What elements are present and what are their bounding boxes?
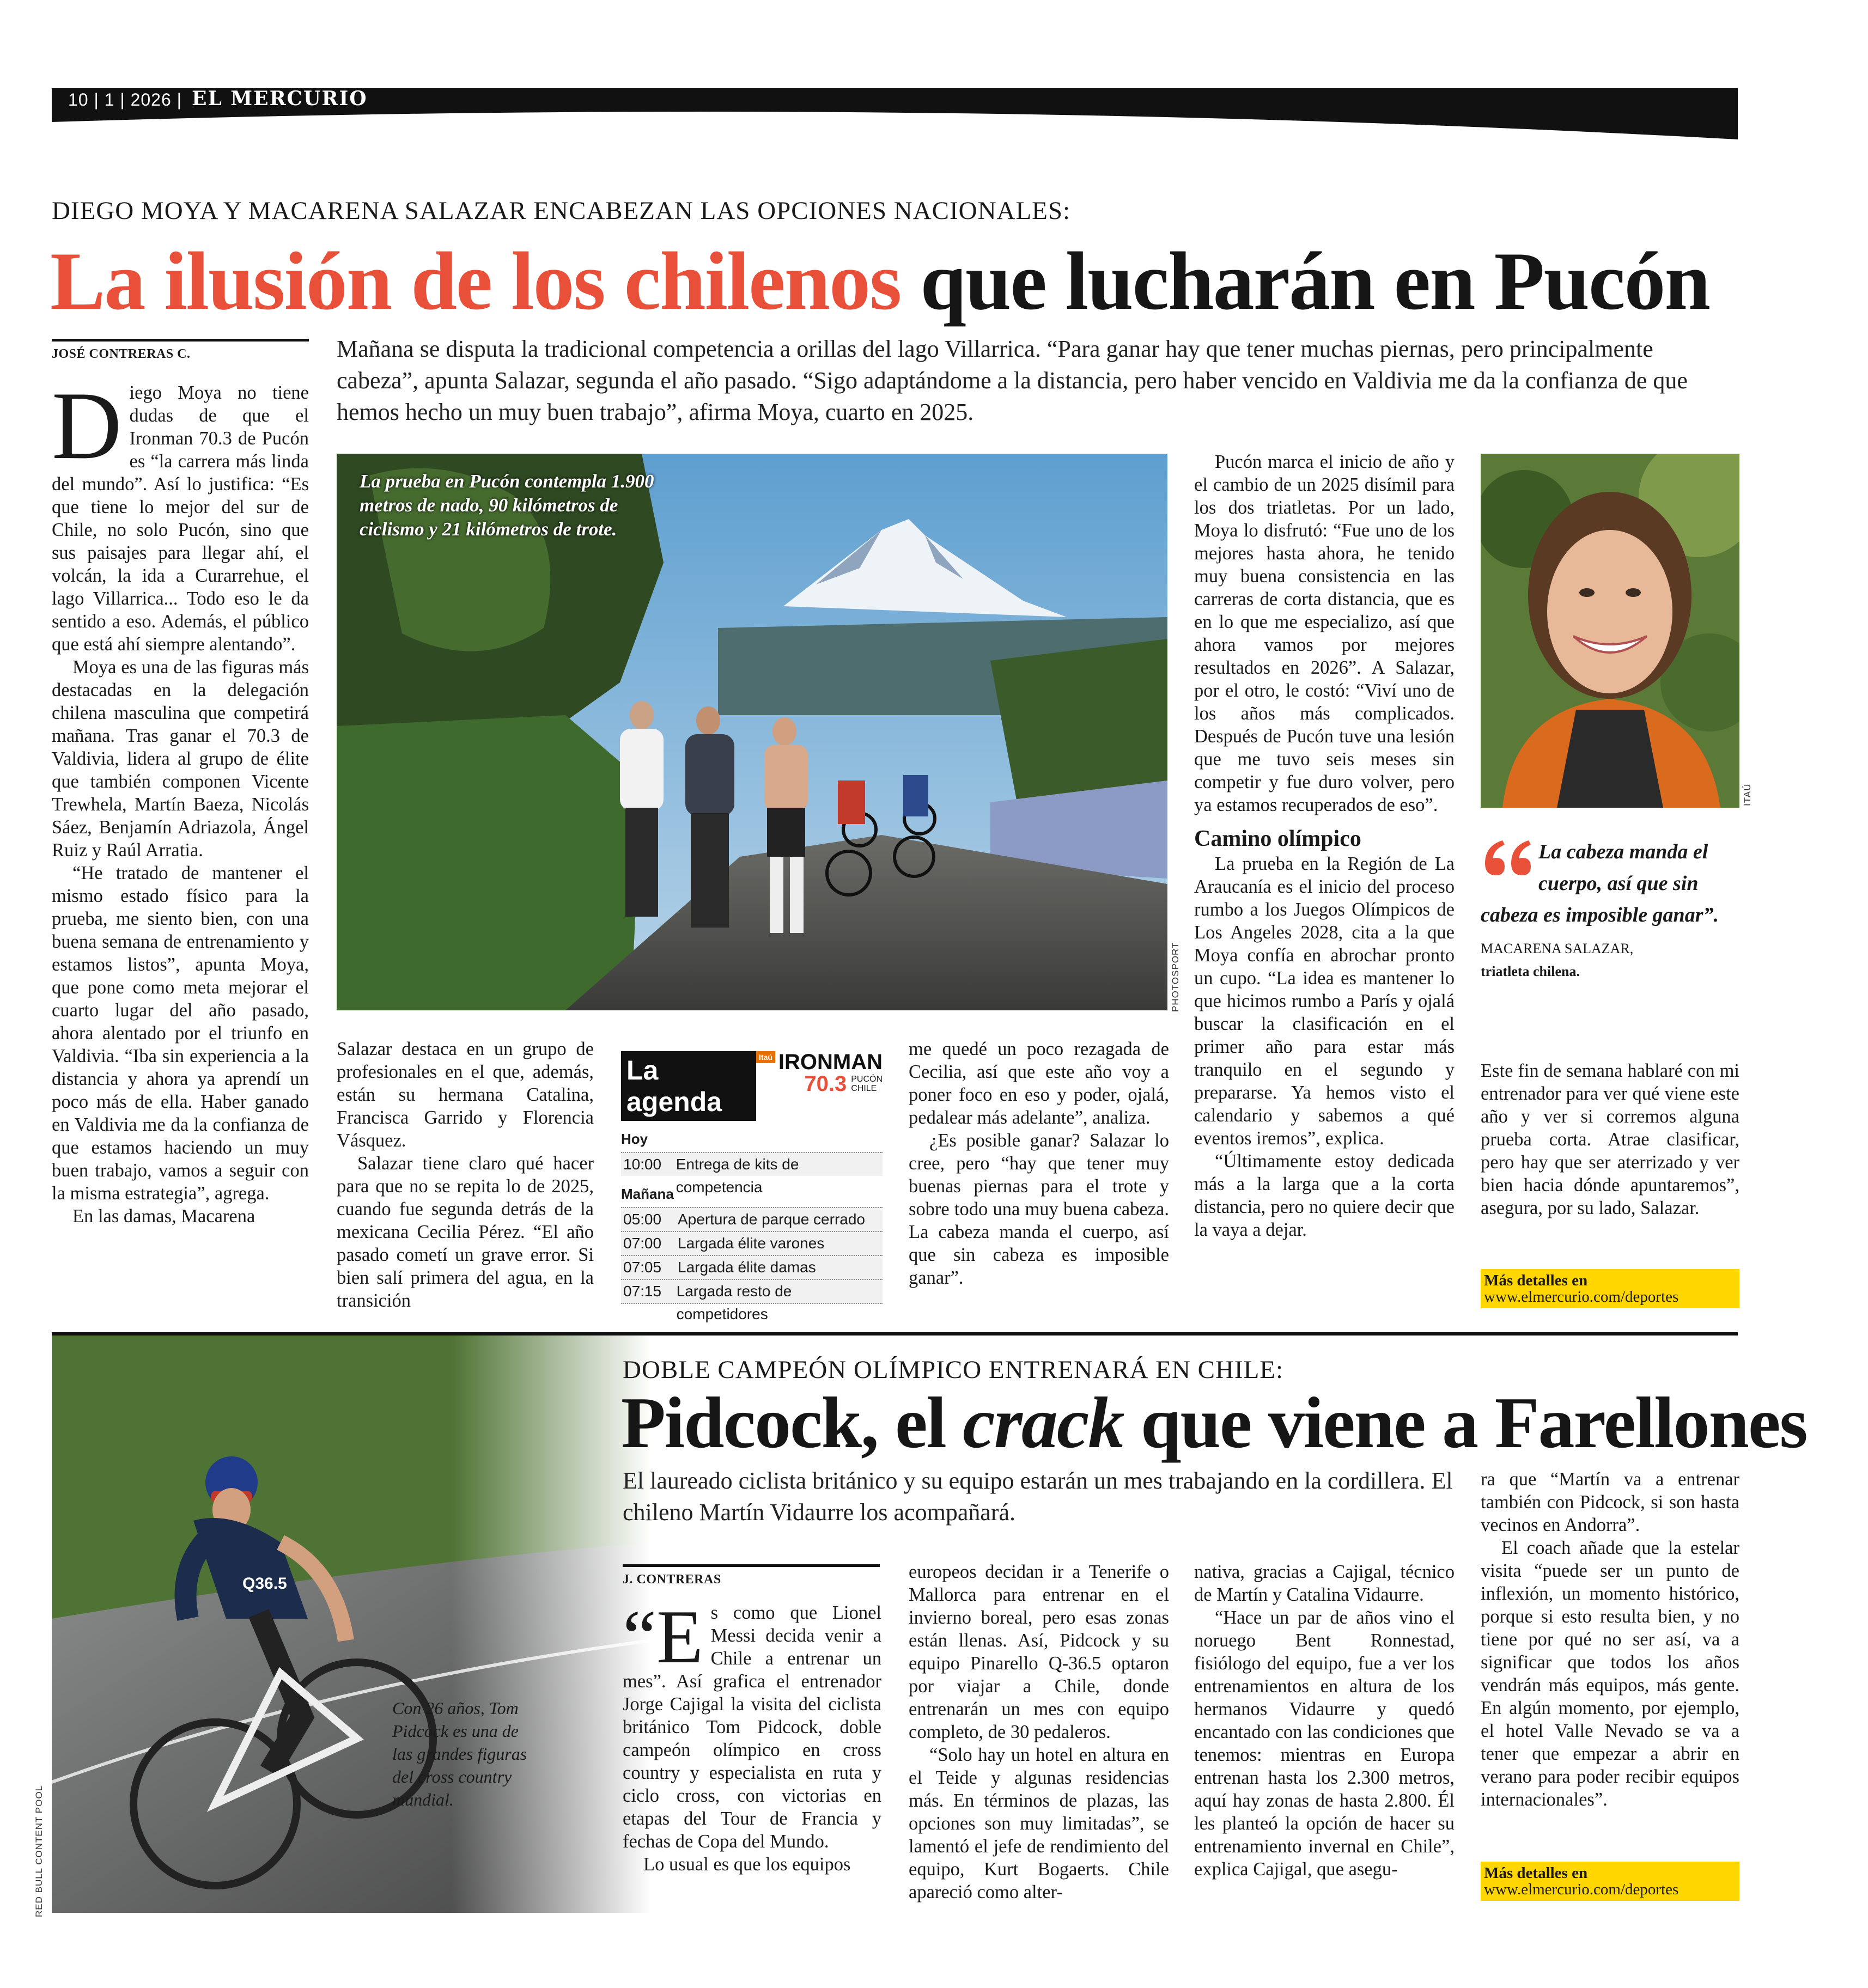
article1-column-3	[909, 1038, 1169, 1289]
dropcap: “E	[623, 1595, 703, 1679]
paragraph: europeos decidan ir a Tenerife o Mallorca para entrenar en el invierno boreal, pero esas zonas están llenas. Así, Pidcock y su equipo Pinarello Q-36.5 optaron por viajar a Chile, donde entrenarán un mes con equipo completo, de 30 pedaleros.	[909, 1562, 1169, 1742]
agenda-event: Largada élite damas	[678, 1259, 816, 1276]
paragraph: “Solo hay un hotel en altura en el Teide y algunas residencias más. En términos de plazas, las opciones son muy limitadas”, se lamentó el jefe de rendimiento del equipo, Kurt Bogaerts. Chile apareció como alter-	[909, 1745, 1169, 1902]
subhead: Camino olímpico	[1194, 826, 1361, 851]
quote-text: La cabeza manda el cuerpo, así que sin cabeza es imposible ganar”.	[1481, 840, 1719, 926]
paragraph: “He tratado de mantener el mismo estado físico para la prueba, me siento bien, con una buena semana de entrenamiento y estamos listos”, apunta Moya, que pone como meta mejorar el cuarto lugar del año pasado, ahora alentado por el triunfo en Valdivia. “Iba sin experiencia a la distancia y ahora ya aprendí un poco más de ella. Haber ganado en Valdivia me da la confianza de que estamos haciendo un muy buen trabajo, vamos a seguir con la misma estrategia”, agrega.	[52, 863, 309, 1204]
paragraph: ¿Es posible ganar? Salazar lo cree, pero “hay que tener muy buenas piernas para el trote y sobre todo una muy buena cabeza. La cabeza manda el cuerpo, así que sin cabeza es imposible ganar”.	[909, 1130, 1169, 1288]
paragraph: Moya es una de las figuras más destacadas en la delegación chilena masculina que competirá mañana. Tras ganar el 70.3 de Valdivia, lidera al grupo de élite que también componen Vicente Trewhela, Martín Baeza, Nicolás Sáez, Benjamín Adriazola, Ángel Ruiz y Raúl Arratia.	[52, 657, 309, 861]
article2-column-2	[909, 1560, 1169, 1904]
more-details-link[interactable]: www.elmercurio.com/deportes	[1484, 1288, 1679, 1306]
agenda-event: Largada resto de competidores	[676, 1283, 792, 1322]
portrait-credit: ITAÚ	[1742, 783, 1753, 806]
article1-column-2	[337, 1038, 594, 1312]
paragraph: “Últimamente estoy dedicada más a la larga que a la corta distancia, pero no quiere decir que la vaya a dejar.	[1194, 1151, 1455, 1240]
agenda-tomorrow-label: Mañana	[621, 1186, 674, 1202]
paragraph: nativa, gracias a Cajigal, técnico de Martín y Catalina Vidaurre.	[1194, 1562, 1455, 1605]
paragraph: El coach añade que la estelar visita “puede ser un punto de inflexión, un momento histórico, porque si esto resulta bien, y no tiene por qué no ser así, va a significar que todos los años vendrán más equipos, más gente. En algún momento, por ejemplo, el hotel Valle Nevado se va a tener que empezar a abrir en verano para poder recibir equipos internacionales”.	[1481, 1538, 1739, 1810]
paragraph: En las damas, Macarena	[72, 1206, 255, 1227]
agenda-time: 05:00	[623, 1211, 662, 1228]
paragraph: ra que “Martín va a entrenar también con Pidcock, si son hasta vecinos en Andorra”.	[1481, 1469, 1739, 1535]
paragraph: Salazar destaca en un grupo de profesionales en el que, además, están su hermana Catalina, Francisca Garrido y Florencia Vásquez.	[337, 1039, 594, 1151]
newspaper-name: EL MERCURIO	[192, 87, 368, 110]
article1-column-5	[1481, 1059, 1739, 1219]
headline-black-part: que lucharán en Pucón	[920, 235, 1709, 327]
headline-italic-part: crack	[963, 1382, 1124, 1463]
agenda-time: 07:05	[623, 1259, 662, 1276]
headline-part: Pidcock, el	[621, 1382, 963, 1463]
article2-column-3	[1194, 1560, 1455, 1881]
agenda-row	[621, 1255, 883, 1279]
article1-column-1	[52, 371, 309, 1228]
article1-deck: Mañana se disputa la tradicional competencia a orillas del lago Villarrica. “Para ganar hay que tener muchas piernas, pero principalmente cabeza”, apunta Salazar, segunda el año pasado. “Sigo adaptándome a la distancia, pero haber vencido en Valdivia me da la confianza de que hemos hecho un muy buen trabajo”, afirma Moya, cuarto en 2025.	[337, 336, 1688, 425]
pull-quote	[1481, 836, 1739, 980]
ironman-wordmark: IRONMAN	[778, 1050, 883, 1074]
quote-mark-icon	[1481, 836, 1533, 880]
paragraph: “Hace un par de años vino el noruego Bent Ronnestad, fisiólogo del equipo, fue a ver los entrenamientos en altura de los hermanos Vidaurre y quedó encantado con las condiciones que tenemos: mientras en Europa entrenan hasta los 2.300 metros, aquí hay zonas de hasta 2.800. Él les planteó la opción de hacer su entrenamiento invernal en Chile”, explica Cajigal, que asegu-	[1194, 1607, 1455, 1880]
agenda-event: Entrega de kits de competencia	[676, 1156, 799, 1196]
paragraph: Salazar tiene claro qué hacer para que no se repita lo de 2025, cuando fue segunda detrás de la mexicana Cecilia Pérez. “El año pasado cometí un grave error. Si bien salí primera del agua, en la transición	[337, 1153, 594, 1311]
agenda-row	[621, 1279, 883, 1322]
agenda-title: La agenda	[621, 1051, 756, 1121]
article2-deck: El laureado ciclista británico y su equipo estarán un mes trabajando en la cordillera. El chileno Martín Vidaurre los acompañará.	[623, 1467, 1453, 1526]
article1-headline	[50, 235, 1709, 327]
article1-kicker: DIEGO MOYA Y MACARENA SALAZAR ENCABEZAN LAS OPCIONES NACIONALES:	[52, 197, 1071, 225]
article1-byline: JOSÉ CONTRERAS C.	[52, 339, 309, 362]
photo-caption: La prueba en Pucón contempla 1.900 metros de nado, 90 kilómetros de ciclismo y 21 kilómetros de trote.	[360, 471, 654, 540]
cyclist-photo-credit: RED BULL CONTENT POOL	[34, 1785, 44, 1917]
agenda-event: Apertura de parque cerrado	[678, 1211, 865, 1228]
agenda-event: Largada élite varones	[678, 1235, 825, 1252]
paragraph: La prueba en la Región de La Araucanía es el inicio del proceso rumbo a los Juegos Olímpicos de Los Angeles 2028, cita a la que Moya confía en abrochar pronto un cupo. “La idea es mantener lo que hicimos rumbo a París y ojalá buscar la clasificación en el primer año para estar más tranquilo en el segundo y prepararse. Ya hemos visto el calendario y sabemos a qué eventos iremos”, explica.	[1194, 853, 1455, 1149]
more-details-link[interactable]: www.elmercurio.com/deportes	[1484, 1881, 1679, 1898]
agenda-box	[621, 1050, 883, 1322]
more-details-label: Más detalles en	[1484, 1864, 1588, 1882]
agenda-row	[621, 1231, 883, 1255]
agenda-today-label: Hoy	[621, 1131, 648, 1147]
paragraph: s como que Lionel Messi decida venir a Chile a entrenar un mes”. Así grafica el entrenador Jorge Cajigal la visita del ciclista británico Tom Pidcock, doble campeón olímpico en cross country y especialista en ruta y ciclo cross, con victorias en etapas del Tour de Francia y fechas de Copa del Mundo.	[623, 1602, 881, 1852]
article1-column-4	[1194, 450, 1455, 1241]
paragraph: Pucón marca el inicio de año y el cambio de un 2025 disímil para los dos triatletas. Por un lado, Moya lo disfrutó: “Fue uno de los mejores hasta ahora, he tenido muy buena consistencia en las carreras de corta distancia, que es en lo que me especializo, así que ahora vamos por mejores resultados en 2026”. A Salazar, por el otro, le costó: “Viví uno de los años más complicados. Después de Pucón tuve una lesión que me tuvo seis meses sin competir y fue duro volver, pero ya estamos recuperados de eso”.	[1194, 452, 1455, 815]
page-number: 3	[1678, 87, 1706, 133]
cyclist-photo-caption: Con 26 años, Tom Pidcock es una de las grandes figuras del cross country mundial.	[392, 1698, 527, 1809]
itau-badge: Itaú	[756, 1051, 775, 1063]
article2-column-1	[623, 1595, 881, 1876]
salazar-portrait	[1481, 454, 1739, 808]
ironman-logo	[756, 1051, 883, 1095]
logo-pucon: PUCÓN	[851, 1075, 883, 1084]
agenda-time: 07:00	[623, 1235, 662, 1252]
article2-column-4	[1481, 1468, 1739, 1811]
logo-chile: CHILE	[851, 1084, 877, 1093]
article2-byline: J. CONTRERAS	[623, 1564, 880, 1587]
headline-red-part: La ilusión de los chilenos	[50, 235, 901, 327]
photo-credit: PHOTOSPORT	[1170, 942, 1181, 1012]
quote-role: triatleta chilena.	[1481, 963, 1580, 979]
paragraph: Lo usual es que los equipos	[643, 1854, 851, 1875]
article2-headline	[621, 1382, 1807, 1463]
paragraph: Este fin de semana hablaré con mi entrenador para ver qué viene este año y ver si corremos alguna prueba corta. Atrae clasificar, pero hay que ser aterrizado y ver bien hacia dónde apuntaremos”, asegura, por su lado, Salazar.	[1481, 1060, 1739, 1218]
article2-kicker: DOBLE CAMPEÓN OLÍMPICO ENTRENARÁ EN CHILE:	[623, 1356, 1284, 1384]
paragraph: me quedé un poco rezagada de Cecilia, así que este año voy a poner foco en eso y poder, ojalá, pedalear más adelante”, analiza.	[909, 1039, 1169, 1128]
ironman-distance: 70.3	[804, 1072, 847, 1096]
agenda-time: 07:15	[623, 1283, 662, 1300]
quote-author: MACARENA SALAZAR,	[1481, 941, 1634, 956]
headline-part: que viene a Farellones	[1123, 1382, 1807, 1463]
more-details-box[interactable]	[1481, 1862, 1739, 1901]
agenda-row	[621, 1207, 883, 1231]
more-details-label: Más detalles en	[1484, 1272, 1588, 1289]
more-details-box[interactable]	[1481, 1269, 1739, 1308]
dropcap: D	[52, 371, 122, 479]
paragraph: iego Moya no tiene dudas de que el Ironman 70.3 de Pucón es “la carrera más linda del mundo”. Así lo justifica: “Es que tiene lo mejor del sur de Chile, no solo Pucón, sino que sus paisajes para llegar ahí, el volcán, la ida a Curarrehue, el lago Villarrica... Todo eso le da sentido a eso. Además, el público que está ahí siempre alentando”.	[52, 382, 309, 655]
issue-date: 10 | 1 | 2026 |	[68, 90, 182, 109]
agenda-time: 10:00	[623, 1156, 662, 1173]
